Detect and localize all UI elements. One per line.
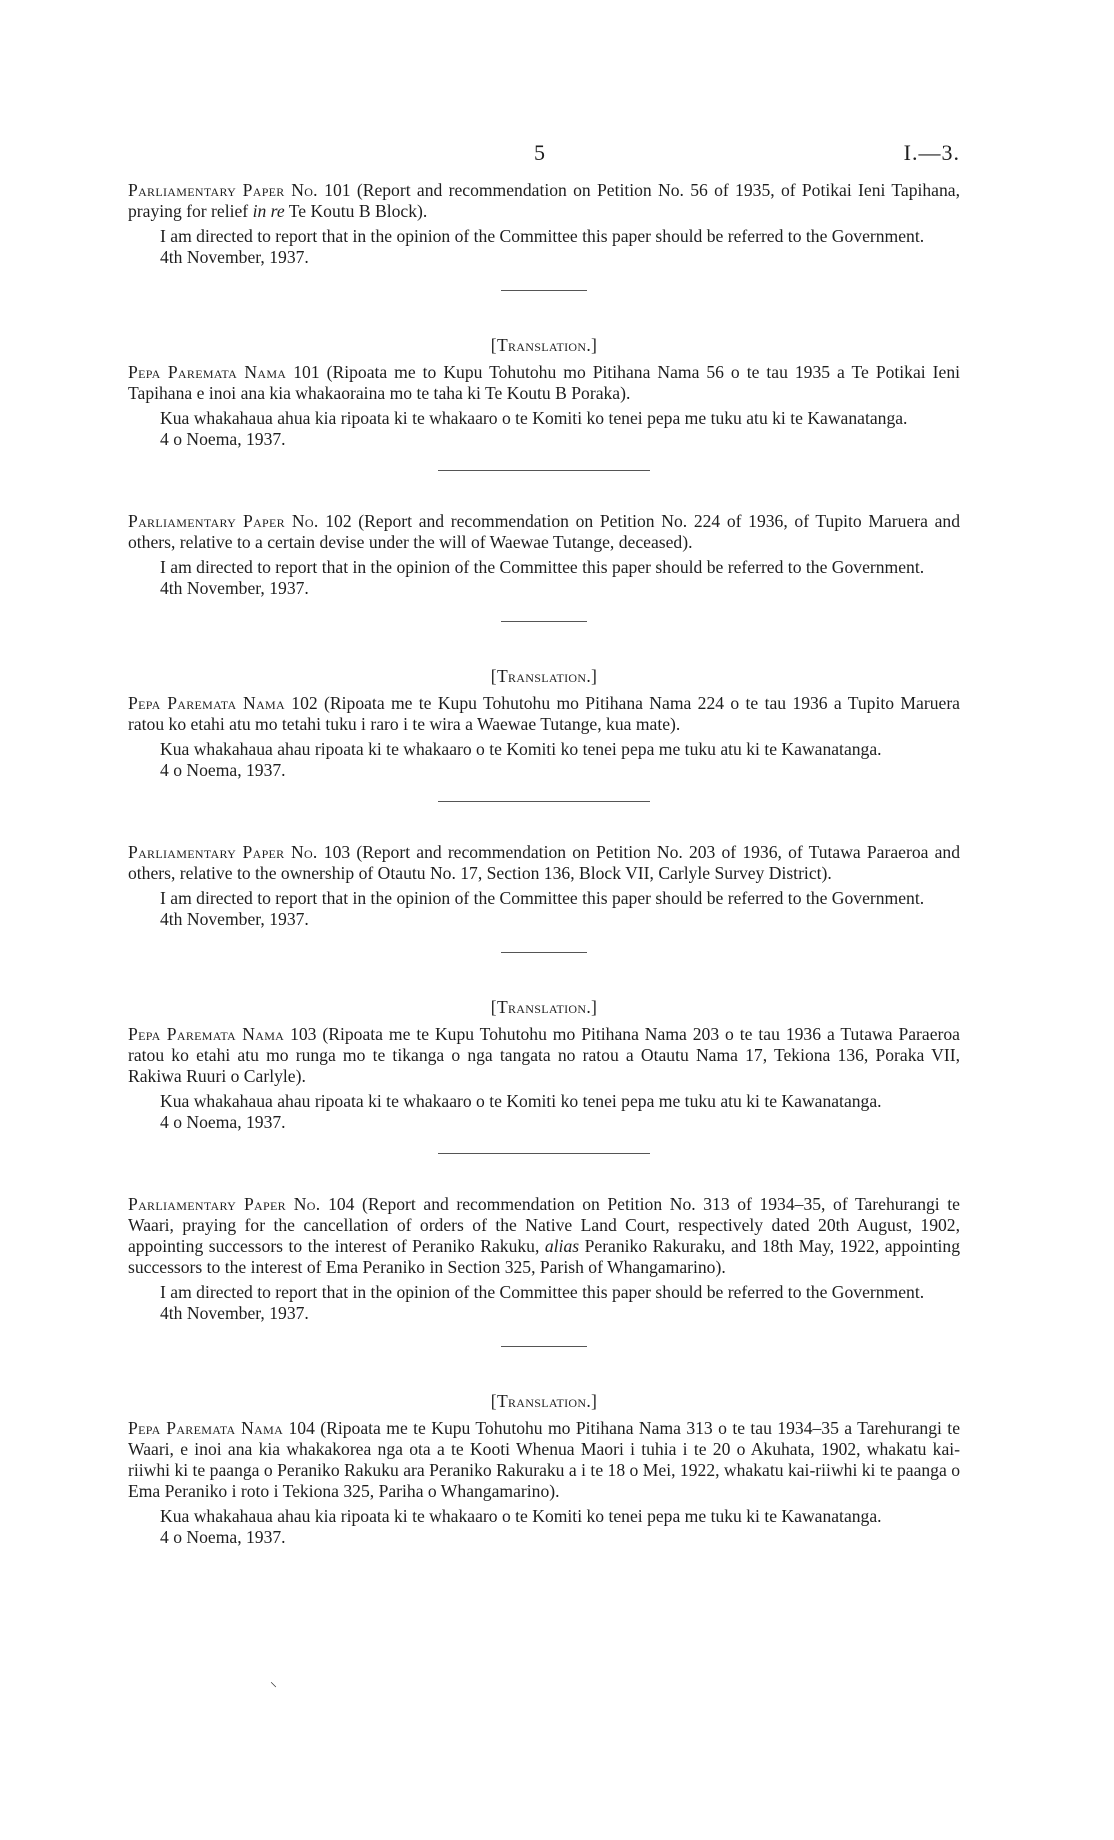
paper-body: I am directed to report that in the opinion of the Committee this paper should be referred to the Government. [160, 226, 925, 246]
heading-end: Peraniko Rakuraku, and 18th May, 1922, appointing successors to the interest of Ema Peraniko in Section 325, Parish of Whangamarino). [128, 1236, 961, 1277]
paper-heading [128, 180, 960, 222]
paper-lead: Parliamentary Paper No. [128, 180, 318, 200]
paper-heading [128, 842, 960, 884]
translation-label: [Translation.] [490, 666, 598, 686]
paper-date: 4th November, 1937. [160, 1303, 309, 1323]
paper-lead: Parliamentary Paper No. [128, 842, 318, 862]
paper-body: Kua whakahaua ahau kia ripoata ki te whakaaro o te Komiti ko tenei pepa me tuku ki te Kawanatanga. [160, 1506, 882, 1526]
paper-date: 4 o Noema, 1937. [160, 1112, 286, 1132]
paper-date: 4th November, 1937. [160, 578, 309, 598]
heading-text: 101 (Ripoata me to Kupu Tohutohu mo Pitihana Nama 56 o te tau 1935 a Te Potikai Ieni Tapihana e inoi ana kia whakaoraina mo te taha ki Te Koutu B Poraka). [128, 362, 961, 403]
paper-date: 4 o Noema, 1937. [160, 1527, 286, 1547]
paper-102-translation [128, 666, 960, 781]
paper-date: 4th November, 1937. [160, 247, 309, 267]
paper-lead: Parliamentary Paper No. [128, 511, 319, 531]
paper-heading [128, 1194, 960, 1278]
paper-body: I am directed to report that in the opinion of the Committee this paper should be referred to the Government. [160, 1282, 925, 1302]
translation-label: [Translation.] [490, 997, 598, 1017]
section-divider-long [438, 1153, 650, 1154]
paper-heading [128, 1024, 960, 1087]
paper-104-translation [128, 1391, 960, 1548]
ink-speck: ⸌ [270, 1681, 277, 1696]
heading-text: 102 (Ripoata me te Kupu Tohutohu mo Pitihana Nama 224 o te tau 1936 a Tupito Maruera ratou ko etahi atu mo tetahi tuku i raro i te wira a Waewae Tutange, kua mate). [128, 693, 960, 734]
translation-label: [Translation.] [490, 335, 598, 355]
paper-heading [128, 511, 960, 553]
translation-label: [Translation.] [490, 1391, 598, 1411]
paper-103-english [128, 842, 960, 930]
section-divider-short [501, 1346, 587, 1347]
page-content [128, 180, 960, 1548]
paper-body: I am directed to report that in the opinion of the Committee this paper should be referred to the Government. [160, 557, 925, 577]
heading-italic: in re [252, 201, 285, 221]
paper-body: Kua whakahaua ahau ripoata ki te whakaaro o te Komiti ko tenei pepa me tuku atu ki te Kawanatanga. [160, 739, 882, 759]
heading-end: Te Koutu B Block). [284, 201, 428, 221]
paper-102-english [128, 511, 960, 599]
paper-lead: Pepa Paremata Nama [128, 693, 285, 713]
paper-body: Kua whakahaua ahau ripoata ki te whakaaro o te Komiti ko tenei pepa me tuku atu ki te Kawanatanga. [160, 1091, 882, 1111]
section-divider-short [501, 290, 587, 291]
heading-text: 104 (Ripoata me te Kupu Tohutohu mo Pitihana Nama 313 o te tau 1934–35 a Tarehurangi te Waari, e inoi ana kia whakakorea nga ota a te Kooti Whenua Maori i tuhia i te 20 o Akuhata, 1902, whakatu kai-riiwhi ki te paanga o Peraniko Rakuku ara Peraniko Rakuraku a i te 18 o Mei, 1922, whakatu kai-riiwhi ki te paanga o Ema Peraniko i roto i Tekiona 325, Pariha o Whangamarino). [128, 1418, 961, 1501]
section-divider-short [501, 952, 587, 953]
paper-103-translation [128, 997, 960, 1133]
paper-101-english [128, 180, 960, 268]
paper-date: 4 o Noema, 1937. [160, 760, 286, 780]
paper-lead: Parliamentary Paper No. [128, 1194, 321, 1214]
heading-italic: alias [544, 1236, 580, 1256]
paper-lead: Pepa Paremata Nama [128, 1418, 284, 1438]
paper-101-translation [128, 335, 960, 450]
paper-lead: Pepa Paremata Nama [128, 1024, 285, 1044]
paper-date: 4th November, 1937. [160, 909, 309, 929]
paper-heading [128, 1418, 960, 1502]
heading-text: 102 (Report and recommendation on Petition No. 224 of 1936, of Tupito Maruera and others, relative to a certain devise under the will of Waewae Tutange, deceased). [128, 511, 960, 552]
heading-text: 103 (Report and recommendation on Petition No. 203 of 1936, of Tutawa Paraeroa and others, relative to the ownership of Otautu No. 17, Section 136, Block VII, Carlyle Survey District). [128, 842, 960, 883]
paper-lead: Pepa Paremata Nama [128, 362, 287, 382]
paper-heading [128, 362, 960, 404]
section-divider-long [438, 801, 650, 802]
section-divider-long [438, 470, 650, 471]
heading-text: 101 (Report and recommendation on Petition No. 56 of 1935, of Potikai Ieni Tapihana, praying for relief [128, 180, 960, 221]
paper-body: I am directed to report that in the opinion of the Committee this paper should be referred to the Government. [160, 888, 925, 908]
heading-text: 104 (Report and recommendation on Petition No. 313 of 1934–35, of Tarehurangi te Waari, praying for the cancellation of orders of the Native Land Court, respectively dated 20th August, 1902, appointing successors to the interest of Peraniko Rakuku, [128, 1194, 960, 1256]
paper-104-english [128, 1194, 960, 1324]
page-number: 5 [534, 140, 545, 165]
paper-date: 4 o Noema, 1937. [160, 429, 286, 449]
section-divider-short [501, 621, 587, 622]
heading-text: 103 (Ripoata me te Kupu Tohutohu mo Pitihana Nama 203 o te tau 1936 a Tutawa Paraeroa ratou ko etahi atu mo runga mo te tikanga o nga tangata no ratou a Otautu Nama 17, Tekiona 136, Poraka VII, Rakiwa Ruuri o Carlyle). [128, 1024, 960, 1086]
page-header [128, 140, 960, 166]
paper-heading [128, 693, 960, 735]
document-reference: I.—3. [903, 140, 960, 165]
paper-body: Kua whakahaua ahua kia ripoata ki te whakaaro o te Komiti ko tenei pepa me tuku atu ki te Kawanatanga. [160, 408, 908, 428]
